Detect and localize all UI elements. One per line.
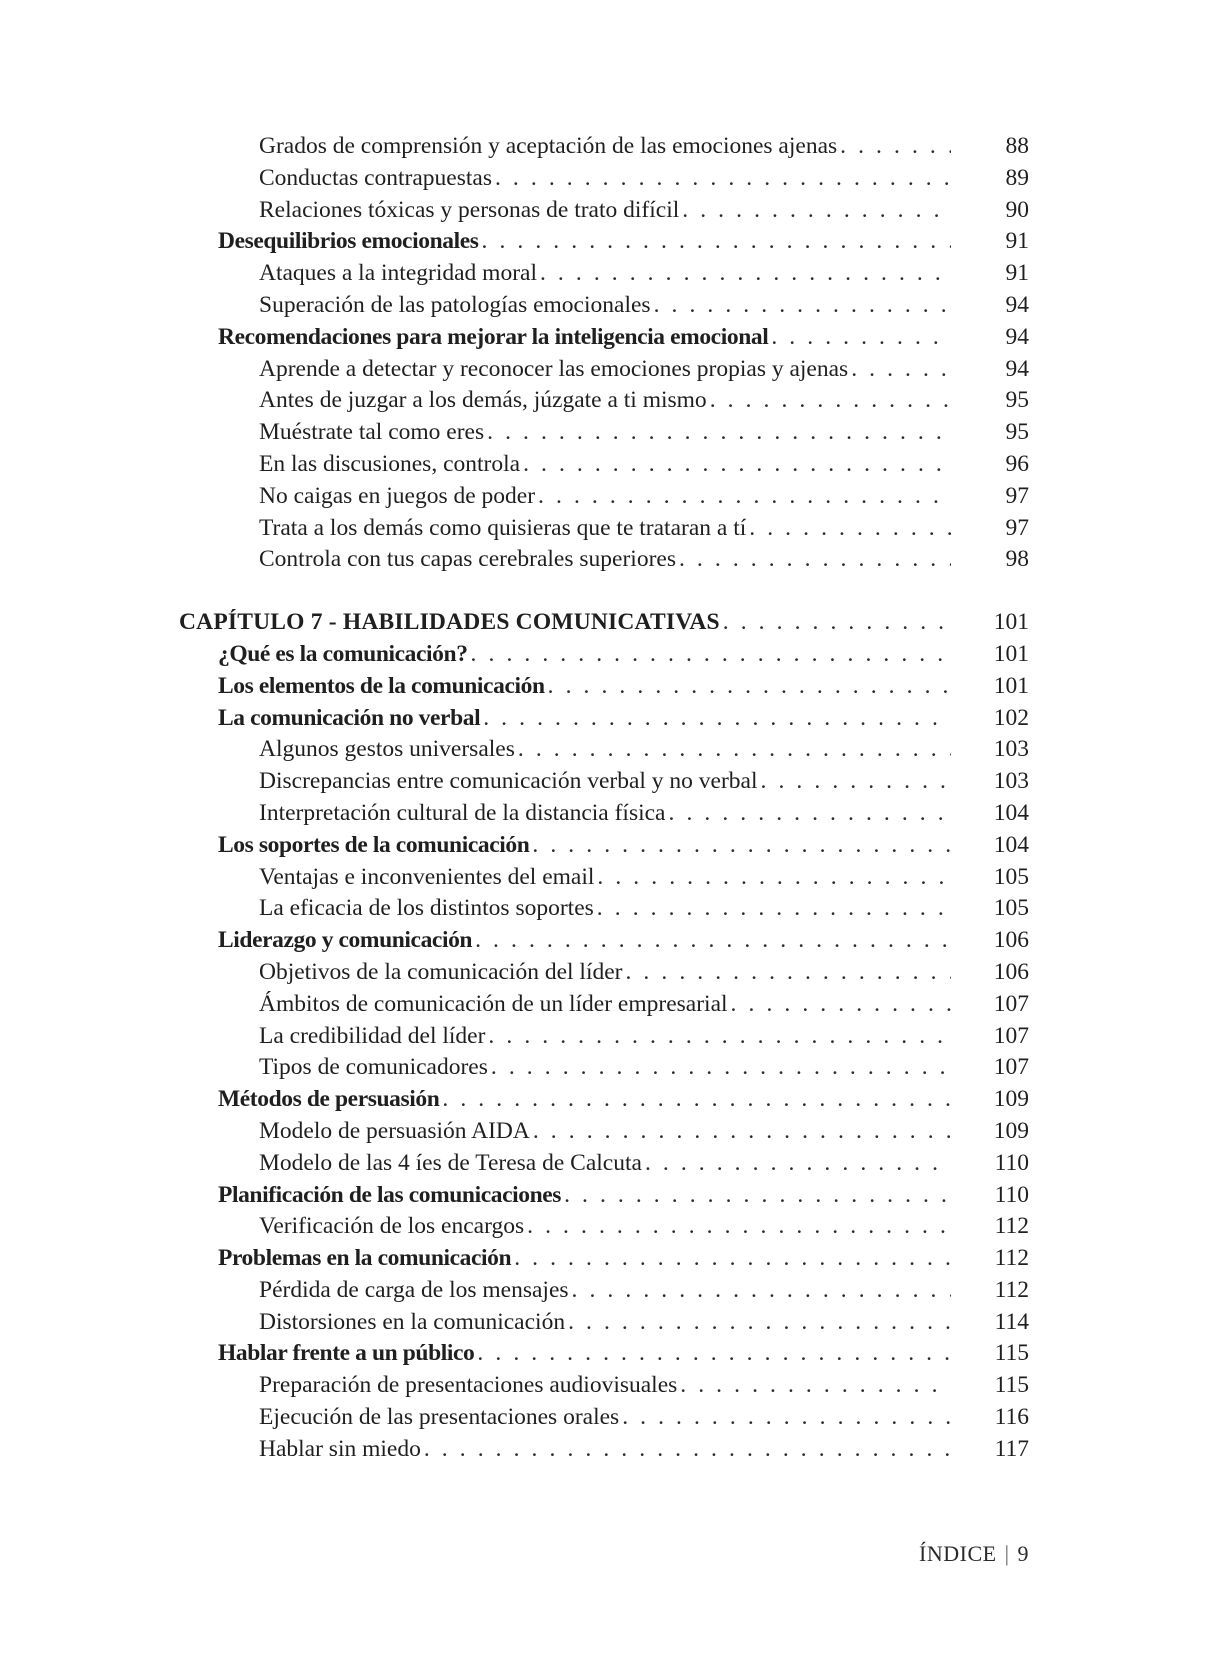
toc-dot-leader xyxy=(654,290,951,322)
toc-subsection-entry[interactable] xyxy=(0,1116,1205,1148)
toc-entry-title: CAPÍTULO 7 - HABILIDADES COMUNICATIVAS xyxy=(179,609,720,636)
toc-entry-title: Muéstrate tal como eres xyxy=(259,419,485,446)
toc-entry-page-number: 104 xyxy=(993,831,1029,858)
toc-entry-title: Modelo de persuasión AIDA xyxy=(259,1117,530,1144)
toc-dot-leader xyxy=(483,703,951,735)
footer-page-number: 9 xyxy=(1017,1541,1029,1566)
toc-entry-title: Controla con tus capas cerebrales superiores xyxy=(259,546,676,573)
toc-entry-title: Verificación de los encargos xyxy=(259,1213,525,1240)
toc-entry-page-number: 96 xyxy=(1005,450,1029,477)
toc-entry-title: En las discusiones, controla xyxy=(259,450,521,477)
toc-entry-title: Liderazgo y comunicación xyxy=(218,927,473,954)
toc-dot-leader xyxy=(851,354,951,386)
toc-entry-title: Planificación de las comunicaciones xyxy=(218,1181,562,1208)
toc-entry-page-number: 103 xyxy=(993,736,1029,763)
toc-subsection-entry[interactable] xyxy=(0,513,1205,545)
toc-entry-page-number: 112 xyxy=(994,1276,1029,1303)
toc-subsection-entry[interactable] xyxy=(0,131,1205,163)
toc-subsection-entry[interactable] xyxy=(0,734,1205,766)
toc-entry-title: Recomendaciones para mejorar la inteligencia emocional xyxy=(218,323,769,350)
toc-subsection-entry[interactable] xyxy=(0,1052,1205,1084)
toc-subsection-entry[interactable] xyxy=(0,957,1205,989)
toc-dot-leader xyxy=(572,1275,951,1307)
toc-entry-title: Discrepancias entre comunicación verbal y no verbal xyxy=(259,768,758,795)
toc-dot-leader xyxy=(749,513,951,545)
toc-entry-page-number: 107 xyxy=(993,990,1029,1017)
toc-entry-page-number: 112 xyxy=(994,1213,1029,1240)
table-of-contents xyxy=(0,131,1205,1466)
toc-subsection-entry[interactable] xyxy=(0,989,1205,1021)
toc-entry-title: Ventajas e inconvenientes del email xyxy=(259,863,595,890)
toc-entry-title: Algunos gestos universales xyxy=(259,736,515,763)
toc-entry-page-number: 106 xyxy=(993,958,1029,985)
toc-dot-leader xyxy=(482,226,952,258)
toc-subsection-entry[interactable] xyxy=(0,354,1205,386)
toc-entry-title: Ámbitos de comunicación de un líder empresarial xyxy=(259,990,728,1017)
toc-subsection-entry[interactable] xyxy=(0,258,1205,290)
toc-subsection-entry[interactable] xyxy=(0,1402,1205,1434)
toc-subsection-entry[interactable] xyxy=(0,1370,1205,1402)
toc-dot-leader xyxy=(597,862,951,894)
page-footer xyxy=(919,1541,1029,1567)
toc-entry-title: Grados de comprensión y aceptación de las emociones ajenas xyxy=(259,133,838,159)
toc-dot-leader xyxy=(533,1116,951,1148)
toc-entry-page-number: 90 xyxy=(1005,196,1029,223)
toc-entry-page-number: 105 xyxy=(993,863,1029,890)
toc-entry-page-number: 115 xyxy=(994,1372,1029,1399)
toc-entry-title: Ejecución de las presentaciones orales xyxy=(259,1404,620,1431)
toc-dot-leader xyxy=(840,131,951,163)
toc-entry-title: Aprende a detectar y reconocer las emociones propias y ajenas xyxy=(259,355,849,382)
toc-entry-page-number: 97 xyxy=(1005,482,1029,509)
toc-entry-title: Desequilibrios emocionales xyxy=(218,228,479,255)
toc-dot-leader xyxy=(622,1402,951,1434)
toc-subsection-entry[interactable] xyxy=(0,862,1205,894)
toc-section-entry[interactable] xyxy=(0,1338,1205,1370)
toc-subsection-entry[interactable] xyxy=(0,1148,1205,1180)
toc-section-entry[interactable] xyxy=(0,639,1205,671)
toc-dot-leader xyxy=(532,830,951,862)
toc-subsection-entry[interactable] xyxy=(0,766,1205,798)
toc-entry-page-number: 95 xyxy=(1005,387,1029,414)
toc-section-entry[interactable] xyxy=(0,925,1205,957)
toc-entry-page-number: 104 xyxy=(993,799,1029,826)
toc-dot-leader xyxy=(710,385,951,417)
toc-section-entry[interactable] xyxy=(0,1243,1205,1275)
toc-entry-page-number: 95 xyxy=(1005,419,1029,446)
toc-dot-leader xyxy=(679,544,951,576)
toc-entry-title: Conductas contrapuestas xyxy=(259,164,492,191)
toc-entry-title: La comunicación no verbal xyxy=(218,704,481,731)
toc-dot-leader xyxy=(477,1338,951,1370)
toc-entry-page-number: 101 xyxy=(993,640,1029,667)
toc-dot-leader xyxy=(761,766,951,798)
toc-entry-title: Tipos de comunicadores xyxy=(259,1054,488,1081)
toc-dot-leader xyxy=(471,639,951,671)
toc-entry-page-number: 109 xyxy=(993,1117,1029,1144)
toc-dot-leader xyxy=(518,734,951,766)
toc-dot-leader xyxy=(540,258,951,290)
toc-subsection-entry[interactable] xyxy=(0,1021,1205,1053)
toc-entry-page-number: 117 xyxy=(994,1435,1029,1462)
toc-subsection-entry[interactable] xyxy=(0,1275,1205,1307)
toc-dot-leader xyxy=(538,481,951,513)
toc-entry-title: Distorsiones en la comunicación xyxy=(259,1308,566,1335)
toc-dot-leader xyxy=(723,607,951,639)
toc-entry-page-number: 116 xyxy=(994,1404,1029,1431)
toc-dot-leader xyxy=(491,1052,951,1084)
toc-entry-title: Los soportes de la comunicación xyxy=(218,831,530,858)
toc-section-entry[interactable] xyxy=(0,671,1205,703)
toc-entry-page-number: 94 xyxy=(1005,291,1029,318)
toc-dot-leader xyxy=(680,1370,951,1402)
toc-entry-page-number: 94 xyxy=(1005,355,1029,382)
toc-section-entry[interactable] xyxy=(0,1180,1205,1212)
toc-dot-leader xyxy=(514,1243,951,1275)
toc-entry-title: La credibilidad del líder xyxy=(259,1022,486,1049)
toc-entry-title: Métodos de persuasión xyxy=(218,1086,440,1113)
toc-entry-title: Hablar frente a un público xyxy=(218,1340,475,1367)
toc-entry-page-number: 102 xyxy=(993,704,1029,731)
toc-entry-page-number: 115 xyxy=(994,1340,1029,1367)
toc-dot-leader xyxy=(495,163,951,195)
toc-subsection-entry[interactable] xyxy=(0,163,1205,195)
toc-entry-page-number: 89 xyxy=(1005,164,1029,191)
toc-entry-page-number: 91 xyxy=(1005,228,1029,255)
toc-entry-page-number: 107 xyxy=(993,1022,1029,1049)
toc-entry-title: Trata a los demás como quisieras que te trataran a tí xyxy=(259,514,747,541)
toc-entry-title: Relaciones tóxicas y personas de trato difícil xyxy=(259,196,680,223)
toc-chapter-entry[interactable] xyxy=(0,607,1205,639)
toc-dot-leader xyxy=(568,1307,951,1339)
toc-section-entry[interactable] xyxy=(0,703,1205,735)
toc-entry-page-number: 114 xyxy=(994,1308,1029,1335)
toc-entry-page-number: 98 xyxy=(1005,546,1029,573)
toc-dot-leader xyxy=(487,417,951,449)
toc-entry-page-number: 112 xyxy=(994,1245,1029,1272)
toc-subsection-entry[interactable] xyxy=(0,195,1205,227)
toc-dot-leader xyxy=(625,957,951,989)
toc-entry-title: Ataques a la integridad moral xyxy=(259,260,537,287)
toc-subsection-entry[interactable] xyxy=(0,385,1205,417)
toc-entry-title: Objetivos de la comunicación del líder xyxy=(259,958,623,985)
toc-entry-title: No caigas en juegos de poder xyxy=(259,482,536,509)
toc-subsection-entry[interactable] xyxy=(0,1211,1205,1243)
toc-entry-page-number: 94 xyxy=(1005,323,1029,350)
toc-entry-page-number: 88 xyxy=(1005,133,1029,159)
toc-entry-title: ¿Qué es la comunicación? xyxy=(218,640,468,667)
toc-entry-title: Hablar sin miedo xyxy=(259,1435,421,1462)
toc-subsection-entry[interactable] xyxy=(0,544,1205,576)
toc-dot-leader xyxy=(597,893,951,925)
footer-separator: | xyxy=(1004,1541,1010,1566)
toc-subsection-entry[interactable] xyxy=(0,417,1205,449)
toc-subsection-entry[interactable] xyxy=(0,290,1205,322)
toc-entry-page-number: 106 xyxy=(993,927,1029,954)
toc-dot-leader xyxy=(442,1084,951,1116)
toc-subsection-entry[interactable] xyxy=(0,893,1205,925)
toc-entry-page-number: 97 xyxy=(1005,514,1029,541)
toc-entry-title: Antes de juzgar a los demás, júzgate a ti mismo xyxy=(259,387,707,414)
toc-entry-page-number: 103 xyxy=(993,768,1029,795)
toc-subsection-entry[interactable] xyxy=(0,449,1205,481)
toc-entry-title: La eficacia de los distintos soportes xyxy=(259,895,594,922)
toc-dot-leader xyxy=(523,449,951,481)
toc-section-entry[interactable] xyxy=(0,830,1205,862)
toc-section-entry[interactable] xyxy=(0,226,1205,258)
toc-dot-leader xyxy=(771,322,951,354)
toc-dot-leader xyxy=(731,989,951,1021)
toc-entry-page-number: 105 xyxy=(993,895,1029,922)
toc-section-entry[interactable] xyxy=(0,1084,1205,1116)
toc-subsection-entry[interactable] xyxy=(0,798,1205,830)
toc-dot-leader xyxy=(645,1148,951,1180)
footer-section-label: ÍNDICE xyxy=(919,1541,997,1566)
toc-entry-title: Modelo de las 4 íes de Teresa de Calcuta xyxy=(259,1149,642,1176)
toc-dot-leader xyxy=(488,1021,951,1053)
toc-subsection-entry[interactable] xyxy=(0,1307,1205,1339)
toc-dot-leader xyxy=(669,798,952,830)
toc-entry-page-number: 101 xyxy=(993,609,1029,636)
toc-dot-leader xyxy=(424,1434,951,1466)
toc-entry-page-number: 91 xyxy=(1005,260,1029,287)
toc-entry-page-number: 110 xyxy=(994,1149,1029,1176)
toc-entry-page-number: 109 xyxy=(993,1086,1029,1113)
toc-entry-title: Problemas en la comunicación xyxy=(218,1245,512,1272)
toc-entry-page-number: 107 xyxy=(993,1054,1029,1081)
toc-entry-title: Preparación de presentaciones audiovisuales xyxy=(259,1372,678,1399)
toc-dot-leader xyxy=(475,925,951,957)
toc-entry-page-number: 110 xyxy=(994,1181,1029,1208)
toc-entry-title: Superación de las patologías emocionales xyxy=(259,291,651,318)
toc-dot-leader xyxy=(564,1180,951,1212)
toc-dot-leader xyxy=(548,671,951,703)
toc-dot-leader xyxy=(527,1211,951,1243)
toc-subsection-entry[interactable] xyxy=(0,1434,1205,1466)
toc-section-entry[interactable] xyxy=(0,322,1205,354)
toc-entry-title: Los elementos de la comunicación xyxy=(218,672,545,699)
toc-entry-title: Pérdida de carga de los mensajes xyxy=(259,1276,569,1303)
toc-entry-title: Interpretación cultural de la distancia física xyxy=(259,799,666,826)
toc-dot-leader xyxy=(682,195,951,227)
toc-subsection-entry[interactable] xyxy=(0,481,1205,513)
toc-entry-page-number: 101 xyxy=(993,672,1029,699)
